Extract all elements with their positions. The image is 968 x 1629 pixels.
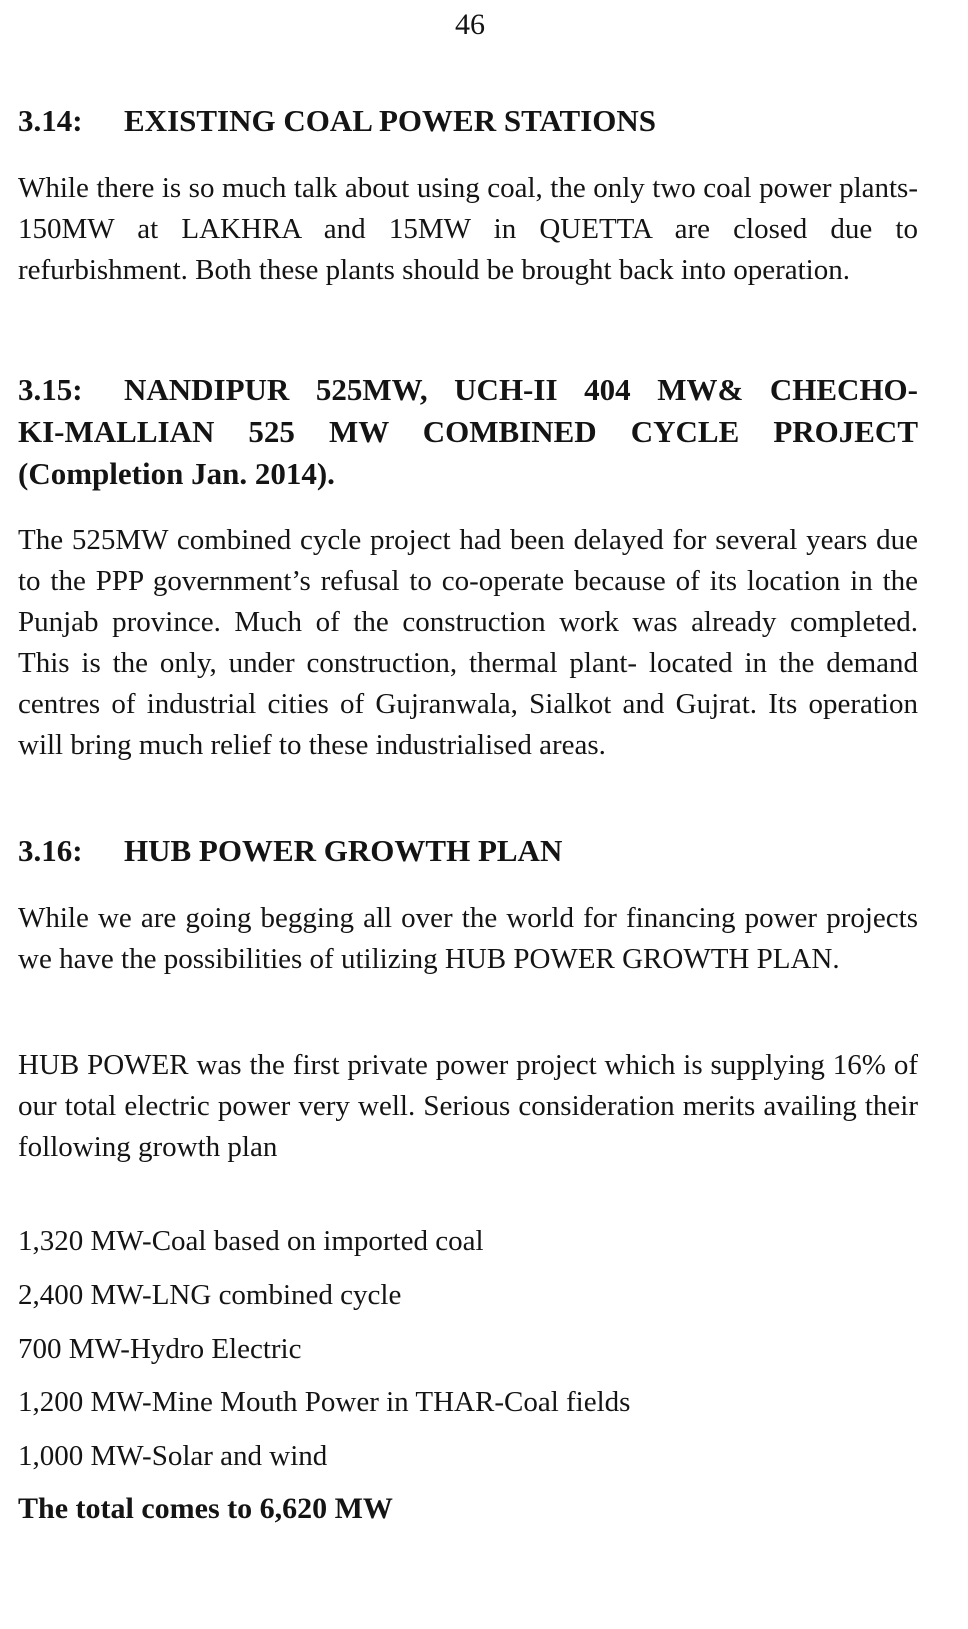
- section-3-15-paragraph: The 525MW combined cycle project had been delayed for several years due to the PPP government’s refusal to co-operate because of its location in the Punjab province. Much of the construction work was already completed. This is the only, under construction, thermal plant- located in the demand centres of industrial cities of Gujranwala, Sialkot and Gujrat. Its operation will bring much relief to these industrialised areas.: [18, 524, 918, 761]
- list-item: 1,320 MW-Coal based on imported coal: [18, 1225, 484, 1257]
- section-title: HUB POWER GROWTH PLAN: [124, 833, 563, 868]
- growth-plan-total: The total comes to 6,620 MW: [18, 1492, 393, 1525]
- list-item: 1,000 MW-Solar and wind: [18, 1440, 328, 1472]
- section-number: 3.14:: [18, 103, 83, 138]
- section-title-line-2: KI-MALLIAN 525 MW COMBINED CYCLE PROJECT: [18, 414, 918, 449]
- section-3-16-paragraph-1: While we are going begging all over the world for financing power projects we have the possibilities of utilizing HUB POWER GROWTH PLAN.: [18, 902, 918, 975]
- list-item: 2,400 MW-LNG combined cycle: [18, 1279, 402, 1311]
- section-3-16-paragraph-2: HUB POWER was the first private power project which is supplying 16% of our total electric power very well. Serious consideration merits availing their following growth plan: [18, 1049, 918, 1163]
- section-3-14-heading: [18, 100, 918, 142]
- section-3-14-paragraph: While there is so much talk about using coal, the only two coal power plants- 150MW at LAKHRA and 15MW in QUETTA are closed due to refurbishment. Both these plants should be brought back into operation.: [18, 172, 918, 286]
- list-item: 1,200 MW-Mine Mouth Power in THAR-Coal fields: [18, 1386, 631, 1418]
- list-item: 700 MW-Hydro Electric: [18, 1333, 302, 1365]
- section-number: 3.15:: [18, 372, 83, 407]
- section-3-16-heading: [18, 830, 918, 872]
- section-title-line-1: NANDIPUR 525MW, UCH-II 404 MW& CHECHO-: [124, 372, 918, 407]
- section-3-15-heading: [18, 369, 918, 495]
- section-title-line-3: (Completion Jan. 2014).: [18, 456, 335, 491]
- section-title: EXISTING COAL POWER STATIONS: [124, 103, 657, 138]
- section-number: 3.16:: [18, 833, 83, 868]
- page-number: 46: [455, 8, 485, 41]
